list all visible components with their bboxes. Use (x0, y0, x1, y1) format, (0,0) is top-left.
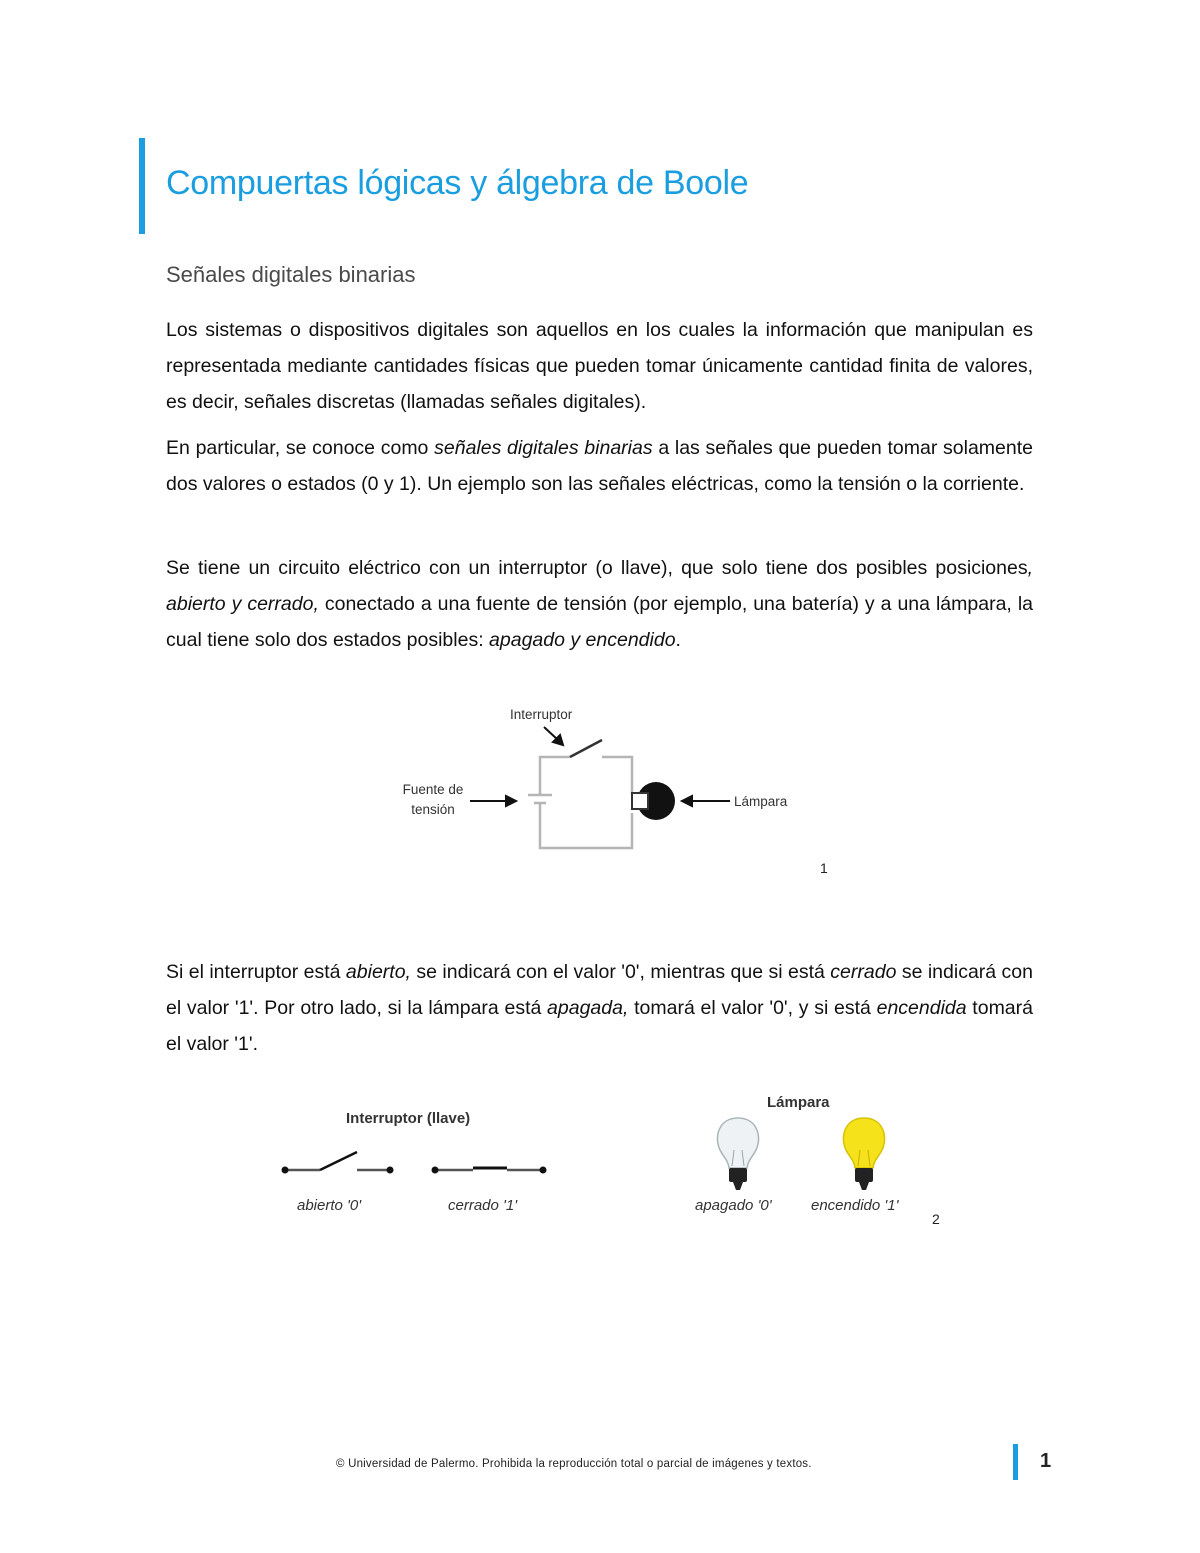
label-interruptor: Interruptor (510, 707, 573, 722)
caption-cerrado: cerrado '1' (448, 1197, 518, 1214)
bulb-on-icon (843, 1118, 884, 1190)
page-number: 1 (1040, 1450, 1052, 1472)
lamp-states-title: Lámpara (767, 1094, 830, 1111)
paragraph-intro: Los sistemas o dispositivos digitales son aquellos en los cuales la información que manipulan es representada mediante cantidades físicas que pueden tomar únicamente cantidad finita de valores, es decir, señales discretas (llamadas señales digitales). (166, 319, 1033, 413)
caption-abierto: abierto '0' (297, 1197, 362, 1214)
paragraph-binary-signals: En particular, se conoce como señales digitales binarias a las señales que pueden tomar solamente dos valores o estados (0 y 1). Un ejemplo son las señales eléctricas, como la tensión o la corriente. (166, 437, 1034, 495)
footnote-ref-2: 2 (932, 1211, 940, 1227)
switch-states-title: Interruptor (llave) (346, 1110, 471, 1127)
paragraph-values: Si el interruptor está abierto, se indicará con el valor '0', mientras que si está cerrado se indicará con el valor '1'. Por otro lado, si la lámpara está apagada, tomará el valor '0', y si está encendida tomará el valor '1'. (166, 961, 1033, 1055)
caption-apagado: apagado '0' (695, 1197, 772, 1214)
label-fuente-tension: Fuente de tensión (402, 782, 464, 817)
caption-encendido: encendido '1' (811, 1197, 899, 1214)
section-heading: Señales digitales binarias (166, 262, 416, 287)
footer-copyright: © Universidad de Palermo. Prohibida la reproducción total o parcial de imágenes y textos. (336, 1458, 812, 1470)
footer-accent-bar (1013, 1444, 1018, 1480)
bulb-off-icon (717, 1118, 758, 1190)
lamp-states-figure (700, 1110, 920, 1200)
title-accent-bar (139, 138, 145, 234)
paragraph-circuit: Se tiene un circuito eléctrico con un interruptor (o llave), que solo tiene dos posibles posiciones, abierto y cerrado, conectado a una fuente de tensión (por ejemplo, una batería) y a una lámpara, la cual tiene solo dos estados posibles: apagado y encendido. (166, 557, 1033, 651)
page-title: Compuertas lógicas y álgebra de Boole (166, 164, 749, 202)
footnote-ref-1: 1 (820, 860, 828, 876)
switch-lever (570, 740, 602, 757)
label-lampara: Lámpara (734, 794, 788, 809)
